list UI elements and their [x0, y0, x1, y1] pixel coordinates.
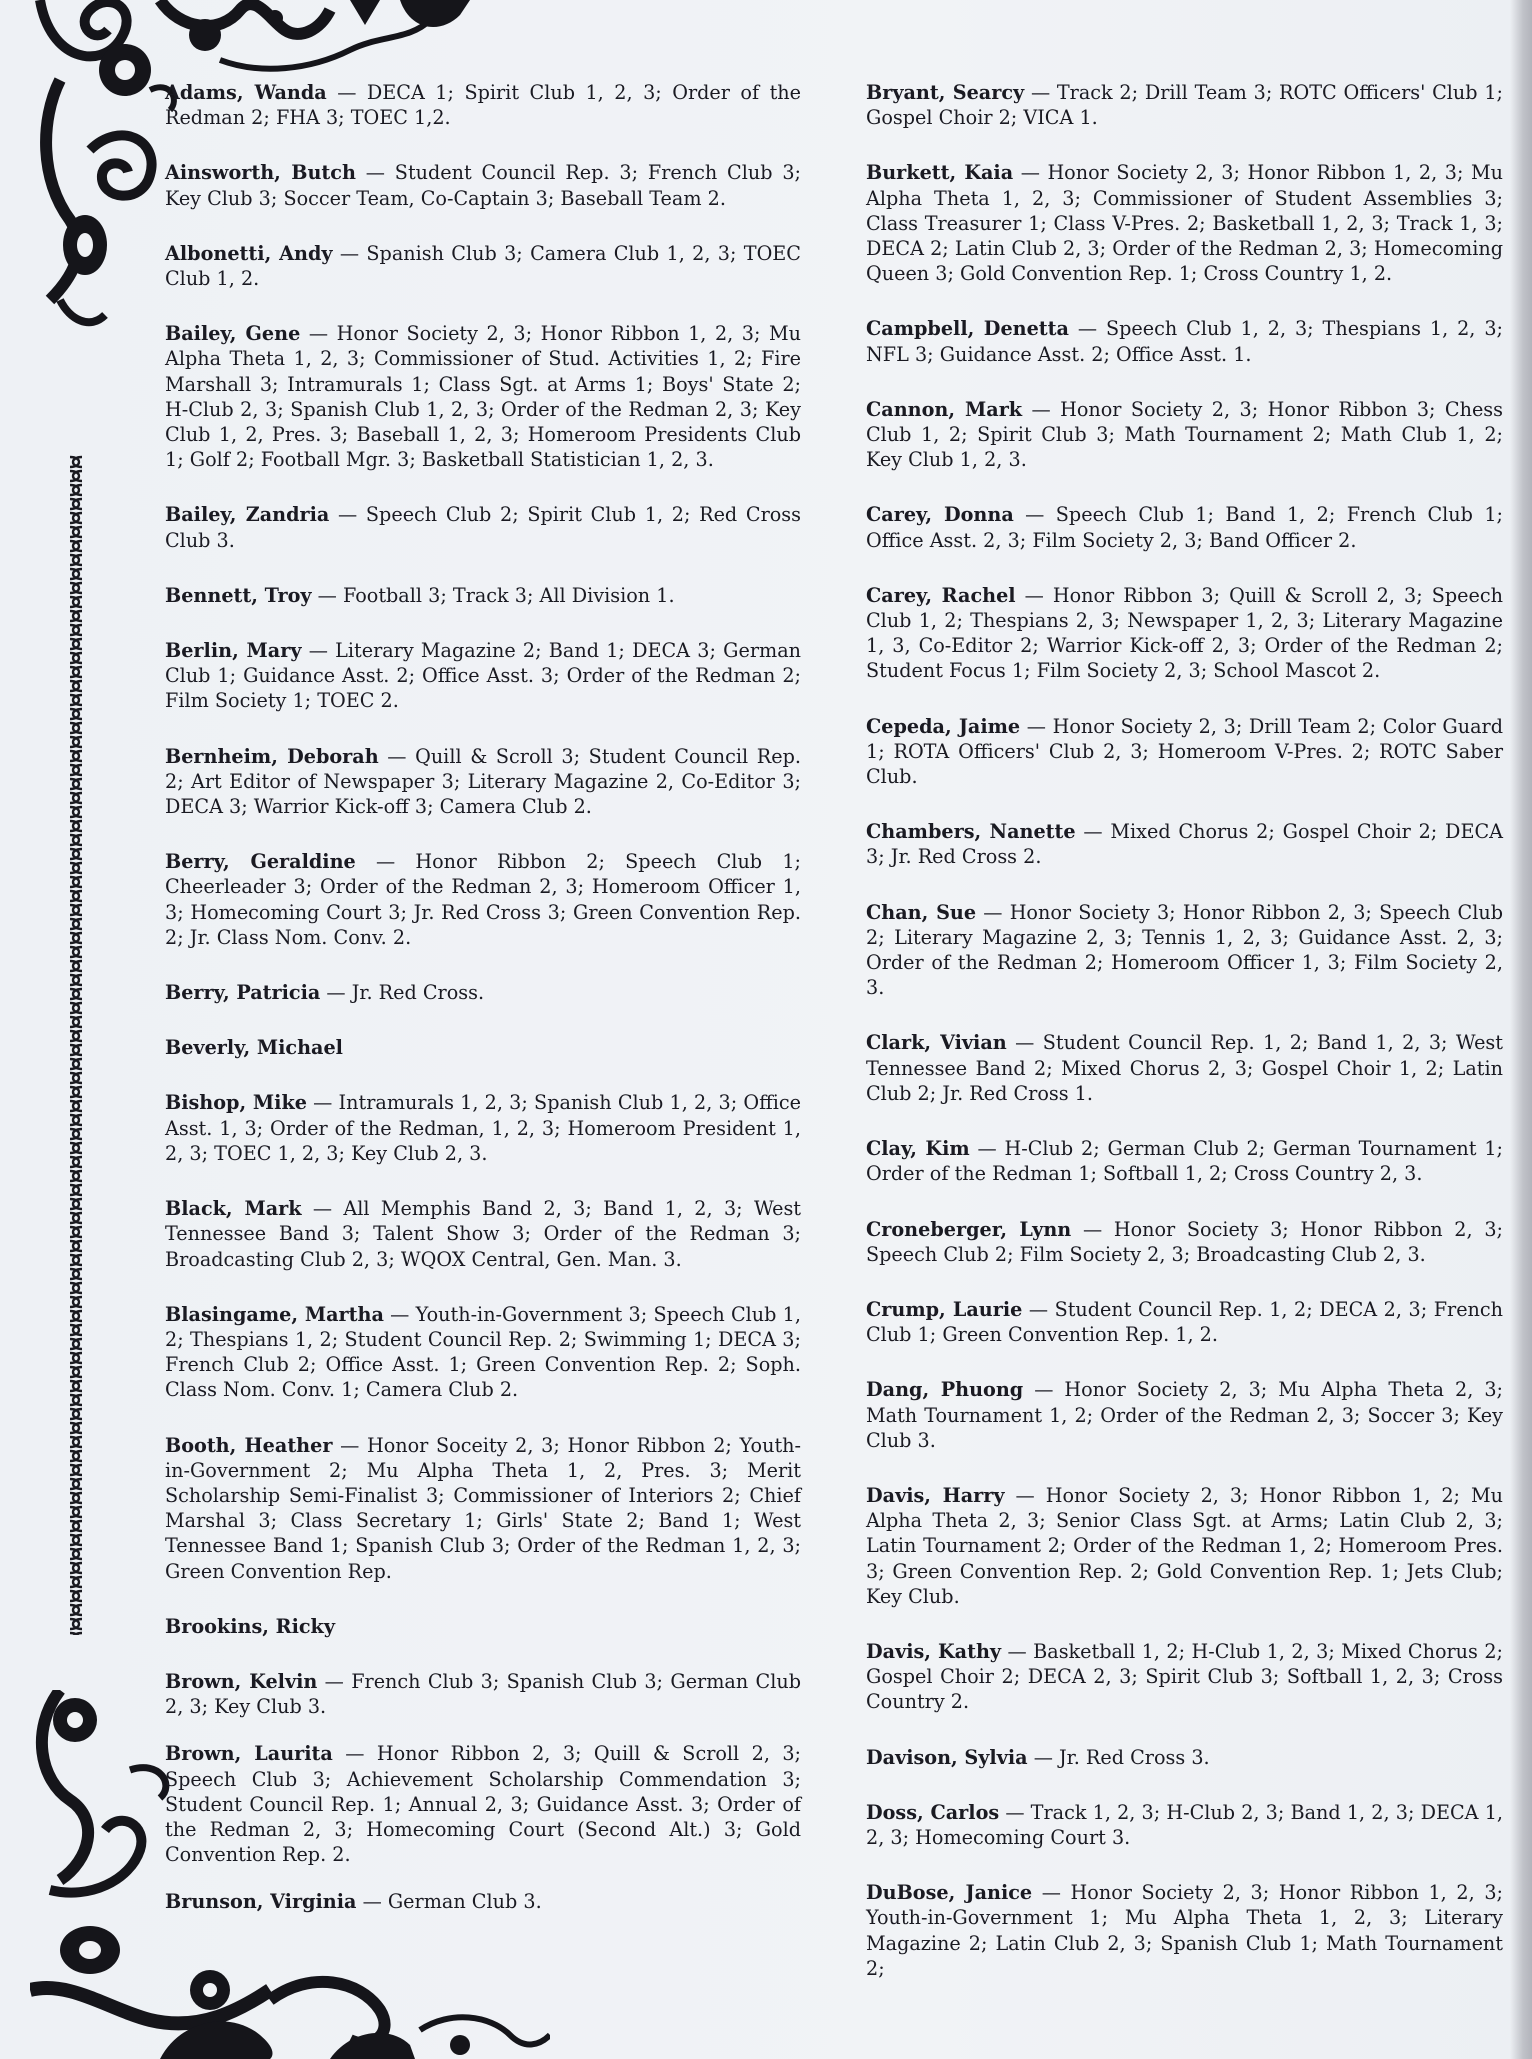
activities: — Honor Society 2, 3; Honor Ribbon 3; Chess Club 1, 2; Spirit Club 3; Math Tournament 2; Math Club 1, 2; Key Club 1, 2, 3. — [866, 397, 1504, 472]
student-name: Davis, Kathy — [866, 1639, 1002, 1663]
entry — [866, 714, 1503, 790]
student-name: Ainsworth, Butch — [165, 161, 356, 185]
activities: — Quill & Scroll 3; Student Council Rep. 2; Art Editor of Newspaper 3; Literary Magazine 2, Co-Editor 3; DECA 3; Warrior Kick-off 3; Camera Club 2. — [165, 744, 801, 819]
student-name: Bishop, Mike — [165, 1091, 307, 1115]
right-column — [866, 80, 1503, 2011]
entry — [165, 638, 801, 714]
activities: — Literary Magazine 2; Band 1; DECA 3; German Club 1; Guidance Asst. 2; Office Asst. 3; Order of the Redman 2; Film Society 1; TOEC 2. — [165, 639, 801, 713]
student-name: Burkett, Kaia — [866, 161, 1014, 185]
student-name: Brown, Kelvin — [165, 1669, 318, 1693]
activities: — Honor Ribbon 2, 3; Quill & Scroll 2, 3; Speech Club 3; Achievement Scholarship Commendation 3; Student Council Rep. 1; Annual 2, 3; Guidance Asst. 3; Order of the Redman 2, 3; Homecoming Court (Second Alt.) 3; Gold Convention Rep. 2. — [165, 1742, 801, 1867]
activities: — Student Council Rep. 3; French Club 3; Key Club 3; Soccer Team, Co-Captain 3; Baseball Team 2. — [165, 161, 801, 210]
activities: — Honor Society 2, 3; Drill Team 2; Color Guard 1; ROTA Officers' Club 2, 3; Homeroom V-Pres. 2; ROTC Saber Club. — [866, 714, 1503, 789]
student-name: Clark, Vivian — [866, 1031, 1007, 1055]
student-name: Davison, Sylvia — [866, 1745, 1028, 1769]
entry — [866, 80, 1503, 130]
student-name: Berlin, Mary — [165, 639, 302, 663]
entry — [866, 1030, 1503, 1106]
student-name: Blasingame, Martha — [165, 1302, 384, 1326]
student-name: Berry, Geraldine — [165, 850, 356, 874]
activities: — Honor Society 2, 3; Honor Ribbon 1, 2, 3; Youth-in-Government 1; Mu Alpha Theta 1, 2, 3; Literary Magazine 2; Latin Club 2, 3; Spanish Club 1; Math Tournament 2; — [866, 1881, 1503, 1980]
student-name: Cannon, Mark — [866, 397, 1023, 421]
entry — [866, 900, 1503, 1001]
student-name: Brookins, Ricky — [165, 1614, 335, 1638]
activities: — Speech Club 1; Band 1, 2; French Club 1; Office Asst. 2, 3; Film Society 2, 3; Band Officer 2. — [866, 503, 1503, 552]
student-name: Carey, Donna — [866, 503, 1014, 527]
student-name: Clay, Kim — [866, 1137, 970, 1161]
activities: — Honor Society 2, 3; Mu Alpha Theta 2, 3; Math Tournament 1, 2; Order of the Redman 2, 3; Soccer 3; Key Club 3. — [866, 1378, 1503, 1452]
entry — [866, 1217, 1503, 1267]
activities: — H-Club 2; German Club 2; German Tournament 1; Order of the Redman 1; Softball 1, 2; Cross Country 2, 3. — [866, 1137, 1503, 1186]
entry — [866, 1745, 1503, 1770]
activities: — Spanish Club 3; Camera Club 1, 2, 3; TOEC Club 1, 2. — [165, 241, 801, 291]
entry — [866, 1639, 1503, 1715]
entry — [866, 1136, 1503, 1186]
student-name: Cepeda, Jaime — [866, 714, 1021, 738]
student-name: Doss, Carlos — [866, 1800, 1000, 1824]
activities: — Basketball 1, 2; H-Club 1, 2, 3; Mixed Chorus 2; Gospel Choir 2; DECA 2, 3; Spirit Club 3; Softball 1, 2, 3; Cross Country 2. — [866, 1639, 1503, 1714]
entry — [165, 1669, 801, 1719]
entry — [165, 1614, 801, 1639]
student-name: Bryant, Searcy — [866, 81, 1025, 104]
student-name: Berry, Patricia — [165, 981, 321, 1005]
student-name: Brunson, Virginia — [165, 1890, 357, 1914]
entry — [866, 160, 1503, 286]
student-name: Bailey, Gene — [165, 322, 301, 346]
student-name: Adams, Wanda — [165, 81, 327, 104]
activities: — Football 3; Track 3; All Division 1. — [311, 583, 675, 607]
student-name: Campbell, Denetta — [866, 317, 1069, 341]
entry — [165, 80, 801, 130]
entry — [165, 1090, 801, 1166]
entry — [165, 241, 801, 291]
student-name: Chambers, Nanette — [866, 820, 1076, 844]
entry — [866, 1297, 1503, 1347]
student-name: Croneberger, Lynn — [866, 1217, 1072, 1241]
activities: — Intramurals 1, 2, 3; Spanish Club 1, 2, 3; Office Asst. 1, 3; Order of the Redman, 1, 2, 3; Homeroom President 1, 2, 3; TOEC 1, 2, 3; Key Club 2, 3. — [165, 1091, 801, 1165]
activities: — Student Council Rep. 1, 2; DECA 2, 3; French Club 1; Green Convention Rep. 1, 2. — [866, 1297, 1504, 1347]
activities: — Speech Club 1, 2, 3; Thespians 1, 2, 3; NFL 3; Guidance Asst. 2; Office Asst. 1. — [866, 317, 1503, 366]
activities: — Mixed Chorus 2; Gospel Choir 2; DECA 3; Jr. Red Cross 2. — [866, 820, 1503, 869]
entry — [165, 321, 801, 472]
entry — [866, 397, 1503, 473]
student-name: Bennett, Troy — [165, 583, 312, 607]
activities: — Honor Soceity 2, 3; Honor Ribbon 2; Youth-in-Government 2; Mu Alpha Theta 1, 2, Pres. 3; Merit Scholarship Semi-Finalist 3; Commissioner of Interiors 2; Chief Marshal 3; Class Secretary 1; Girls' State 2; Band 1; West Tennessee Band 1; Spanish Club 3; Order of the Redman 1, 2, 3; Green Convention Rep. — [165, 1433, 801, 1583]
entry — [866, 1880, 1503, 1981]
student-name: Davis, Harry — [866, 1483, 1005, 1507]
student-name: DuBose, Janice — [866, 1881, 1033, 1905]
entry — [165, 1196, 801, 1272]
activities: — Honor Society 2, 3; Honor Ribbon 1, 2, 3; Mu Alpha Theta 1, 2, 3; Commissioner of Stud. Activities 1, 2; Fire Marshall 3; Intramurals 1; Class Sgt. at Arms 1; Boys' State 2; H-Club 2, 3; Spanish Club 1, 2, 3; Order of the Redman 2, 3; Key Club 1, 2, Pres. 3; Baseball 1, 2, 3; Homeroom Presidents Club 1; Golf 2; Football Mgr. 3; Basketball Statistician 1, 2, 3. — [165, 322, 802, 472]
entry — [165, 160, 801, 210]
entry — [165, 502, 801, 552]
activities: — Student Council Rep. 1, 2; Band 1, 2, 3; West Tennessee Band 2; Mixed Chorus 2, 3; Gospel Choir 1, 2; Latin Club 2; Jr. Red Cross 1. — [866, 1031, 1503, 1105]
student-name: Chan, Sue — [866, 900, 977, 924]
activities: — Honor Society 3; Honor Ribbon 2, 3; Speech Club 2; Literary Magazine 2, 3; Tennis 1, 2, 3; Guidance Asst. 2, 3; Order of the Redman 2; Homeroom Officer 1, 3; Film Society 2, 3. — [866, 900, 1503, 1000]
activities: — French Club 3; Spanish Club 3; German Club 2, 3; Key Club 3. — [165, 1669, 802, 1719]
activities: — Youth-in-Government 3; Speech Club 1, 2; Thespians 1, 2; Student Council Rep. 2; Swimming 1; DECA 3; French Club 2; Office Asst. 1; Green Convention Rep. 2; Soph. Class Nom. Conv. 1; Camera Club 2. — [165, 1302, 801, 1402]
student-name: Crump, Laurie — [866, 1297, 1023, 1321]
activities: — Speech Club 2; Spirit Club 1, 2; Red Cross Club 3. — [165, 503, 801, 552]
activities: — Jr. Red Cross. — [320, 981, 485, 1005]
entry — [866, 502, 1503, 552]
entry — [866, 583, 1503, 684]
activities: — Honor Society 3; Honor Ribbon 2, 3; Speech Club 2; Film Society 2, 3; Broadcasting Club 2, 3. — [866, 1217, 1503, 1266]
activities: — Jr. Red Cross 3. — [1027, 1745, 1210, 1769]
entry — [165, 1889, 801, 1914]
student-name: Black, Mark — [165, 1197, 302, 1221]
activities: — DECA 1; Spirit Club 1, 2, 3; Order of the Redman 2; FHA 3; TOEC 1,2. — [165, 81, 801, 130]
activities: — German Club 3. — [356, 1890, 542, 1914]
activities: — Track 2; Drill Team 3; ROTC Officers' Club 1; Gospel Choir 2; VICA 1. — [866, 81, 1503, 130]
student-name: Dang, Phuong — [866, 1378, 1024, 1402]
student-name: Brown, Laurita — [165, 1742, 333, 1766]
activities: — All Memphis Band 2, 3; Band 1, 2, 3; West Tennessee Band 3; Talent Show 3; Order of the Redman 3; Broadcasting Club 2, 3; WQOX Central, Gen. Man. 3. — [165, 1197, 802, 1271]
entry — [165, 1035, 801, 1060]
entry — [866, 1377, 1503, 1453]
entry — [165, 1302, 801, 1403]
activities: — Honor Society 2, 3; Honor Ribbon 1, 2, 3; Mu Alpha Theta 1, 2, 3; Commissioner of Student Assemblies 3; Class Treasurer 1; Class V-Pres. 2; Basketball 1, 2, 3; Track 1, 3; DECA 2; Latin Club 2, 3; Order of the Redman 2, 3; Homecoming Queen 3; Gold Convention Rep. 1; Cross Country 1, 2. — [866, 161, 1503, 286]
student-name: Beverly, Michael — [165, 1036, 343, 1060]
entry — [866, 316, 1503, 366]
activities: — Honor Ribbon 2; Speech Club 1; Cheerleader 3; Order of the Redman 2, 3; Homeroom Officer 1, 3; Homecoming Court 3; Jr. Red Cross 3; Green Convention Rep. 2; Jr. Class Nom. Conv. 2. — [165, 850, 801, 949]
entry — [866, 1483, 1503, 1609]
entry — [165, 744, 801, 820]
entry — [165, 583, 801, 608]
left-chain-border-ornament — [64, 455, 88, 1635]
activities: — Honor Ribbon 3; Quill & Scroll 2, 3; Speech Club 1, 2; Thespians 2, 3; Newspaper 1, 2, 3; Literary Magazine 1, 3, Co-Editor 2; Warrior Kick-off 2, 3; Order of the Redman 2; Student Focus 1; Film Society 2, 3; School Mascot 2. — [866, 583, 1503, 683]
student-name: Bernheim, Deborah — [165, 744, 379, 768]
entry — [866, 819, 1503, 869]
student-name: Carey, Rachel — [866, 583, 1016, 607]
activities: — Track 1, 2, 3; H-Club 2, 3; Band 1, 2, 3; DECA 1, 2, 3; Homecoming Court 3. — [866, 1800, 1504, 1849]
entry — [165, 1741, 801, 1867]
entry — [866, 1800, 1503, 1850]
entry — [165, 1433, 801, 1584]
activities: — Honor Society 2, 3; Honor Ribbon 1, 2; Mu Alpha Theta 2, 3; Senior Class Sgt. at Arms; Latin Club 2, 3; Latin Tournament 2; Order of the Redman 1, 2; Homeroom Pres. 3; Green Convention Rep. 2; Gold Convention Rep. 1; Jets Club; Key Club. — [866, 1483, 1503, 1608]
student-name: Albonetti, Andy — [165, 241, 333, 265]
entry — [165, 849, 801, 950]
page-edge-shadow — [1510, 0, 1532, 2059]
student-name: Bailey, Zandria — [165, 503, 330, 527]
left-column — [165, 80, 801, 1945]
entry — [165, 980, 801, 1005]
student-name: Booth, Heather — [165, 1433, 333, 1457]
